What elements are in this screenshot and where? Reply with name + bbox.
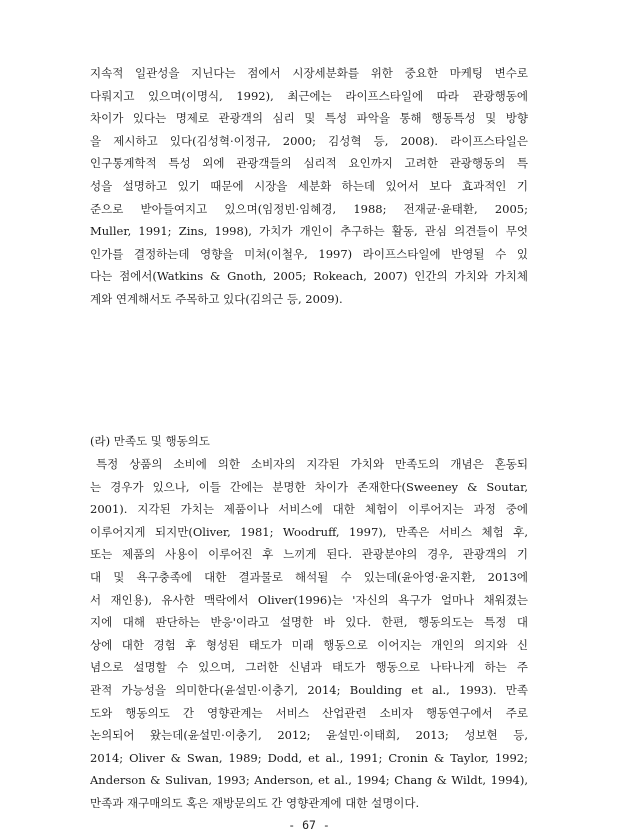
text-line: 2014; Oliver & Swan, 1989; Dodd, et al., 1991; Cronin & Taylor, 1992; — [90, 750, 528, 765]
text-line: 도와 행동의도 간 영향관계는 서비스 산업관련 소비자 행동연구에서 주로 — [90, 705, 528, 720]
text-line: 서 재인용), 유사한 맥락에서 Oliver(1996)는 '자신의 욕구가 얼마나 채워졌는 — [90, 592, 528, 607]
page-number: - 67 - — [288, 818, 330, 832]
text-line: 지속적 일관성을 지닌다는 점에서 시장세분화를 위한 중요한 마케팅 변수로 — [90, 66, 528, 80]
body-paragraph-lifestyle — [90, 62, 528, 311]
text-line: 인구통계학적 특성 외에 관광객들의 심리적 요인까지 고려한 관광행동의 특 — [90, 156, 528, 171]
text-line: Muller, 1991; Zins, 1998), 가치가 개인이 추구하는 활동, 관심 의견들이 무엇 — [90, 224, 528, 239]
text-line: 을 제시하고 있다(김성혁·이정규, 2000; 김성혁 등, 2008). 라이프스타일은 — [90, 133, 528, 148]
text-line: 다뤄지고 있으며(이명식, 1992), 최근에는 라이프스타일에 따라 관광행동에 — [90, 88, 528, 103]
text-line: 특정 상품의 소비에 의한 소비자의 지각된 가치와 만족도의 개념은 혼동되 — [96, 457, 528, 471]
text-line: 2001). 지각된 가치는 제품이나 서비스에 대한 체험이 이루어지는 과정 중에 — [90, 502, 528, 517]
text-line: 는 경우가 있으나, 이들 간에는 분명한 차이가 존재한다(Sweeney & Soutar, — [90, 479, 528, 494]
text-line: 성을 설명하고 있기 때문에 시장을 세분화 하는데 있어서 보다 효과적인 기 — [90, 178, 528, 193]
text-line: 관적 가능성을 의미한다(윤설민·이충기, 2014; Boulding et al., 1993). 만족 — [90, 682, 528, 697]
text-line: 상에 대한 경험 후 형성된 태도가 미래 행동으로 이어지는 개인의 의지와 신 — [90, 637, 528, 652]
text-line: 준으로 받아들여지고 있으며(임정빈·임혜경, 1988; 전재균·윤태환, 2005; — [90, 201, 528, 216]
text-line: 논의되어 왔는데(윤설민·이충기, 2012; 윤설민·이태희, 2013; 성보현 등, — [90, 728, 528, 743]
text-line: 념으로 설명할 수 있으며, 그러한 신념과 태도가 행동으로 나타나게 하는 주 — [90, 660, 528, 675]
text-line: 계와 연계해서도 주목하고 있다(김의근 등, 2009). — [90, 291, 343, 306]
text-line: 인가를 결정하는데 영향을 미쳐(이철우, 1997) 라이프스타일에 반영될 수 있 — [90, 246, 528, 261]
text-line: 만족과 재구매의도 혹은 재방문의도 간 영향관계에 대한 설명이다. — [90, 795, 420, 810]
body-paragraph-satisfaction — [90, 453, 528, 815]
section-heading: (라) 만족도 및 행동의도 — [90, 434, 210, 448]
text-line: 대 및 욕구충족에 대한 결과물로 해석될 수 있는데(윤아영·윤지환, 2013에 — [90, 569, 528, 584]
text-line: 지에 대해 판단하는 반응'이라고 설명한 바 있다. 한편, 행동의도는 특정 대 — [90, 615, 528, 630]
text-line: 다는 점에서(Watkins & Gnoth, 2005; Rokeach, 2007) 인간의 가치와 가치체 — [90, 269, 528, 284]
text-line: 차이가 있다는 명제로 관광객의 심리 및 특성 파악을 통해 행동특성 및 방향 — [90, 111, 528, 126]
text-line: 또는 제품의 사용이 이루어진 후 느끼게 된다. 관광분야의 경우, 관광객의 기 — [90, 547, 528, 562]
text-line: 이루어지게 되지만(Oliver, 1981; Woodruff, 1997), 만족은 서비스 체험 후, — [90, 524, 528, 539]
text-line: Anderson & Sulivan, 1993; Anderson, et al., 1994; Chang & Wildt, 1994), — [90, 773, 528, 788]
